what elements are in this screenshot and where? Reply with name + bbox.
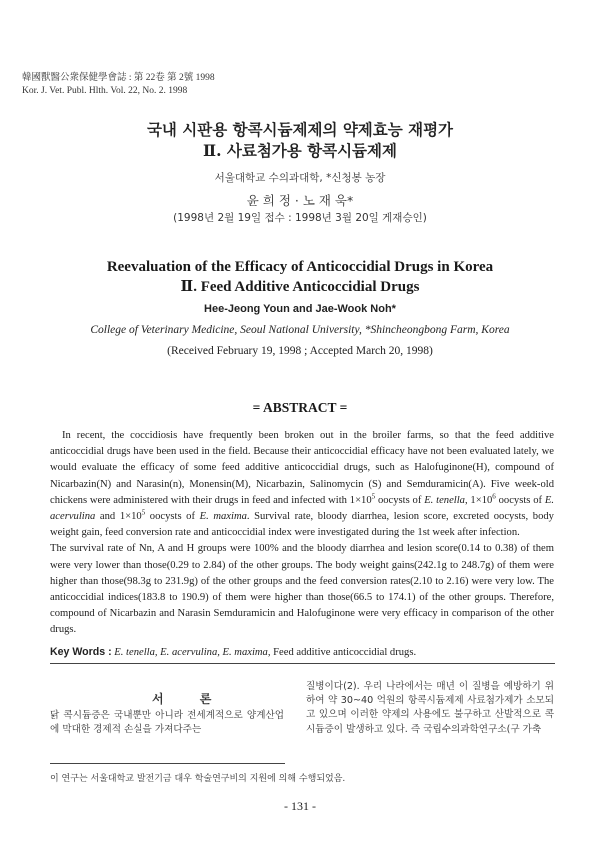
journal-line-korean: 韓國獸醫公衆保健學會誌 : 第 22卷 第 2號 1998 xyxy=(22,73,215,83)
korean-authors: 윤 희 정 · 노 재 욱* xyxy=(246,193,354,208)
journal-header xyxy=(22,72,215,97)
journal-line-english: Kor. J. Vet. Publ. Hlth. Vol. 22, No. 2. 1998 xyxy=(22,85,188,96)
korean-title: 국내 시판용 항콕시듐제제의 약제효능 재평가 xyxy=(146,120,454,139)
keywords-label: Key Words : xyxy=(50,646,112,658)
abstract-heading: = ABSTRACT = xyxy=(252,400,348,415)
intro-left-column: 닭 콕시듐증은 국내뿐만 아니라 전세계적으로 양계산업에 막대한 경제적 손실을 가져다주는 xyxy=(50,710,284,736)
korean-subtitle: Ⅱ. 사료첨가용 항콕시듐제제 xyxy=(203,141,397,160)
keywords-rest: Feed additive anticoccidial drugs. xyxy=(270,647,417,658)
footnote: 이 연구는 서울대학교 발전기금 대우 학술연구비의 지원에 의해 수행되었음. xyxy=(50,774,346,784)
keywords-divider xyxy=(50,663,555,664)
species-name: E. acervulina xyxy=(50,494,554,523)
abstract-paragraph-2: The survival rate of Nn, A and H groups were 100% and the bloody diarrhea and lesion score(0.14 to 0.38) of them were very lower than those(0.29 to 2.84) of the other groups. The body weight gains(242.1g to 248.7g) of them were higher than those(98.3g to 231.9g) of the other groups and the feed conversion rates(2.10 to 2.16) were very low. The anticoccidial indices(183.8 to 190.9) of them were higher than those(66.5 to 174.1) of the other groups. Therefore, compound of Nicarbazin and Narasin Semduramicin and Halofuginone were very efficacy in comparison of the other drugs. xyxy=(50,543,554,636)
intro-right-column: 질병이다(2). 우리 나라에서는 매년 이 질병을 예방하기 위하여 약 30~40 억원의 항콕시듐제제 사료첨가제가 소모되고 있으며 이러한 약제의 사용에도 불구하고 산발적으로 콕시듐증이 발생하고 있다. 즉 국립수의과학연구소(구 가축 xyxy=(306,681,554,735)
english-affiliation: College of Veterinary Medicine, Seoul National University, *Shincheongbong Farm, Korea xyxy=(90,324,510,336)
keywords xyxy=(50,644,554,661)
species-name: E. maxima xyxy=(199,511,247,523)
korean-dates: (1998년 2월 19일 접수 : 1998년 3월 20일 게재승인) xyxy=(173,212,427,224)
english-title: Reevaluation of the Efficacy of Anticoccidial Drugs in Korea xyxy=(106,259,494,275)
english-authors: Hee-Jeong Youn and Jae-Wook Noh* xyxy=(204,303,396,315)
footnote-divider xyxy=(50,763,285,764)
intro-heading: 서 론 xyxy=(152,692,228,706)
english-dates: (Received February 19, 1998 ; Accepted March 20, 1998) xyxy=(167,345,433,357)
species-name: E. tenella xyxy=(424,494,465,506)
abstract-paragraph-1: In recent, the coccidiosis have frequently been broken out in the broiler farms, so that the feed additive anticoccidial drugs have been used in the field. Because their anticoccidial efficacy have not been evaluated lately, we would evaluate the efficacy of some feed additive anticoccidial drugs, such as Halofuginone(H), compound of Nicarbazin(N) and Narasin(n), Monensin(M), Nicarbazin, Salinomycin (S) and Semduramicin(A). Five week-old chickens were administered with their drugs in feed and infected with $1\times 10^5$ oocysts of E. tenella, $1\times 10^6$ oocysts of E. acervulina and $1\times 10^5$ oocysts of E. maxima. Survival rate, bloody diarrhea, lesion score, excreted oocysts, body weight gain, feed conversion rate and anticoccidial index were investigated during the 1st week after infection. xyxy=(50,430,554,539)
english-subtitle: Ⅱ. Feed Additive Anticoccidial Drugs xyxy=(180,279,420,295)
keywords-species: E. tenella, E. acervulina, E. maxima, xyxy=(114,647,271,658)
abstract-body xyxy=(50,428,554,639)
korean-affiliation: 서울대학교 수의과대학, *신청봉 농장 xyxy=(214,172,386,184)
page-number: - 131 - xyxy=(284,799,316,813)
